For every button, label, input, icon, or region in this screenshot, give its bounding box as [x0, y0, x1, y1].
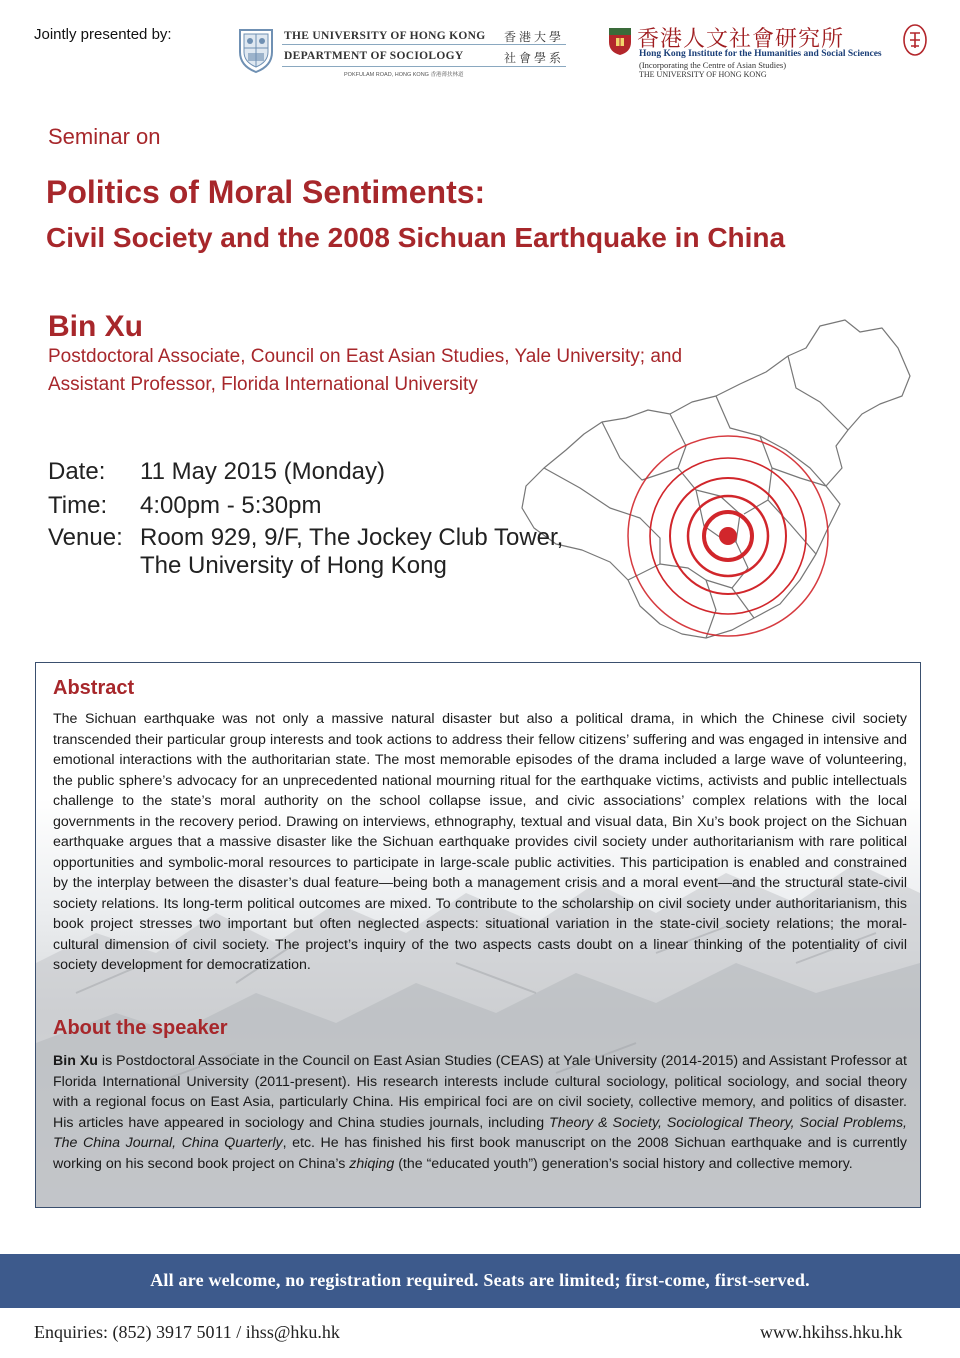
abstract-text: The Sichuan earthquake was not only a massive natural disaster but also a political drama, in which the Chinese civil society transcended their particular group interests and took actions to address their fellow citizens’ suffering and was engaged in intensive and emotional interactions with the authoritarian state. The most memorable episodes of the drama included a large wave of volunteering, the public sphere’s advocacy for an unprecedented national mourning ritual for the earthquake victims, activists and public intellectuals challenge to the state’s moral authority on the school collapse issue, and civic associations’ complex relations with the local governments in the recovery period. Drawing on interviews, ethnography, textual and visual data, Bin Xu’s book project on the Sichuan earthquake argues that a massive disaster like the Sichuan earthquake provides civil society under authoritarianism with rare political opportunities and symbolic-moral resources to participate in large-scale public activities. This participation is enabled and constrained by the interplay between the disaster’s dual feature—being both a management crisis and a moral event—and the structural state-civil society relations. Its long-term political outcomes are mixed. To contribute to the scholarship on civil society under authoritarianism, this book project stresses two important but often neglected aspects: situational variation in the state-civil society relations; the moral-cultural dimension of civil society. The project’s inquiry of the two aspects casts doubt on a linear thinking of the potentiality of civil society development for democratization. — [53, 711, 907, 973]
date-value: 11 May 2015 (Monday) — [140, 458, 386, 485]
hkihss-english-name: Hong Kong Institute for the Humanities and Social Sciences — [639, 49, 882, 59]
about-speaker-heading: About the speaker — [53, 1017, 228, 1039]
hkihss-crest-icon — [607, 26, 633, 56]
abstract-heading: Abstract — [53, 677, 135, 699]
seminar-intro: Seminar on — [48, 124, 161, 149]
hkihss-chinese-name: 香港人文社會研究所 — [637, 27, 845, 52]
soc-university-name: THE UNIVERSITY OF HONG KONG — [284, 30, 486, 42]
zhiqing-term: zhiqing — [349, 1155, 395, 1172]
hku-sociology-logo — [236, 22, 566, 80]
abstract-panel — [35, 662, 921, 1208]
speaker-name: Bin Xu — [48, 310, 143, 343]
time-value: 4:00pm - 5:30pm — [140, 492, 322, 519]
hkihss-university: THE UNIVERSITY OF HONG KONG — [639, 70, 767, 79]
hkihss-subtitle: (Incorporating the Centre of Asian Studies) — [639, 60, 787, 70]
soc-department-name: DEPARTMENT OF SOCIOLOGY — [284, 50, 464, 62]
speaker-affiliation: Assistant Professor, Florida International University — [48, 374, 478, 395]
speaker-affiliation: Postdoctoral Associate, Council on East Asian Studies, Yale University; and — [48, 346, 683, 367]
venue-label: Venue: — [48, 524, 123, 551]
seminar-subtitle: Civil Society and the 2008 Sichuan Earthquake in China — [46, 222, 786, 253]
soc-divider — [282, 66, 566, 67]
hkihss-logo — [607, 22, 932, 82]
soc-address: POKFULAM ROAD, HONG KONG 香港薄扶林道 — [344, 72, 464, 78]
journal-list: Theory & Society, Sociological Theory, Social Problems, The China Journal, China Quarterly — [53, 1114, 907, 1151]
hku-crest-icon — [236, 26, 276, 74]
date-label: Date: — [48, 458, 106, 485]
about-text-segment: (the “educated youth”) generation’s social history and collective memory. — [394, 1155, 853, 1172]
about-text-segment: is Postdoctoral Associate in the Council on East Asian Studies (CEAS) at Yale University (2014-2015) and Assistant Professor at Florida International University (2011-present). His research interests include cultural sociology, political sociology, and social theory with a regional focus on East Asia, particularly China. His empirical foci are on civil society, collective memory, and politics of disaster. His articles have appeared in sociology and China studies journals, including — [53, 1053, 907, 1131]
seminar-title: Politics of Moral Sentiments: — [46, 174, 486, 210]
venue-value: Room 929, 9/F, The Jockey Club Tower, — [140, 524, 564, 551]
jointly-presented-label: Jointly presented by: — [34, 26, 172, 43]
about-speaker-text — [53, 1051, 907, 1174]
china-map-earthquake-graphic — [510, 318, 930, 658]
enquiries-contact: Enquiries: (852) 3917 5011 / ihss@hku.hk — [34, 1322, 340, 1342]
about-text-segment: , etc. He has finished his first book manuscript on the 2008 Sichuan earthquake and is currently working on his second book project on China’s — [53, 1135, 908, 1172]
time-label: Time: — [48, 492, 108, 519]
welcome-notice: All are welcome, no registration required. Seats are limited; first-come, first-served. — [150, 1270, 810, 1290]
soc-chinese-university: 香港大學 — [504, 30, 565, 44]
seal-icon — [903, 24, 927, 56]
website-url[interactable]: www.hkihss.hku.hk — [760, 1322, 903, 1342]
about-speaker-name: Bin Xu — [53, 1053, 98, 1069]
venue-value: The University of Hong Kong — [140, 552, 447, 579]
soc-chinese-department: 社會學系 — [504, 51, 565, 65]
